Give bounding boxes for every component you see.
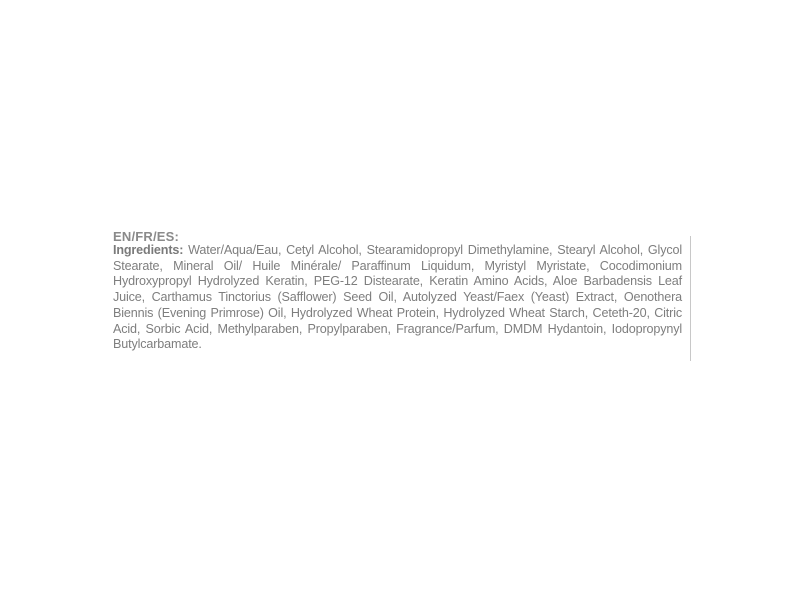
clipped-section-heading xyxy=(113,221,313,241)
ingredients-list-text: Water/Aqua/Eau, Cetyl Alcohol, Stearamidopropyl Dimethylamine, Stearyl Alcohol, Glycol Stearate, Mineral Oil/ Huile Minérale/ Paraffinum Liquidum, Myristyl Myristate, Cocodimonium Hydroxypropyl Hydrolyzed Keratin, PEG-12 Distearate, Keratin Amino Acids, Aloe Barbadensis Leaf Juice, Carthamus Tinctorius (Safflower) Seed Oil, Autolyzed Yeast/Faex (Yeast) Extract, Oenothera Biennis (Evening Primrose) Oil, Hydrolyzed Wheat Protein, Hydrolyzed Wheat Starch, Ceteth-20, Citric Acid, Sorbic Acid, Methylparaben, Propylparaben, Fragrance/Parfum, DMDM Hydantoin, Iodopropynyl Butylcarbamate. xyxy=(113,243,682,352)
clipped-heading-text: EN/FR/ES: xyxy=(113,229,180,241)
ingredients-paragraph xyxy=(113,243,682,353)
ingredients-title: Ingredients: xyxy=(113,243,184,257)
vertical-divider-line xyxy=(690,236,691,361)
